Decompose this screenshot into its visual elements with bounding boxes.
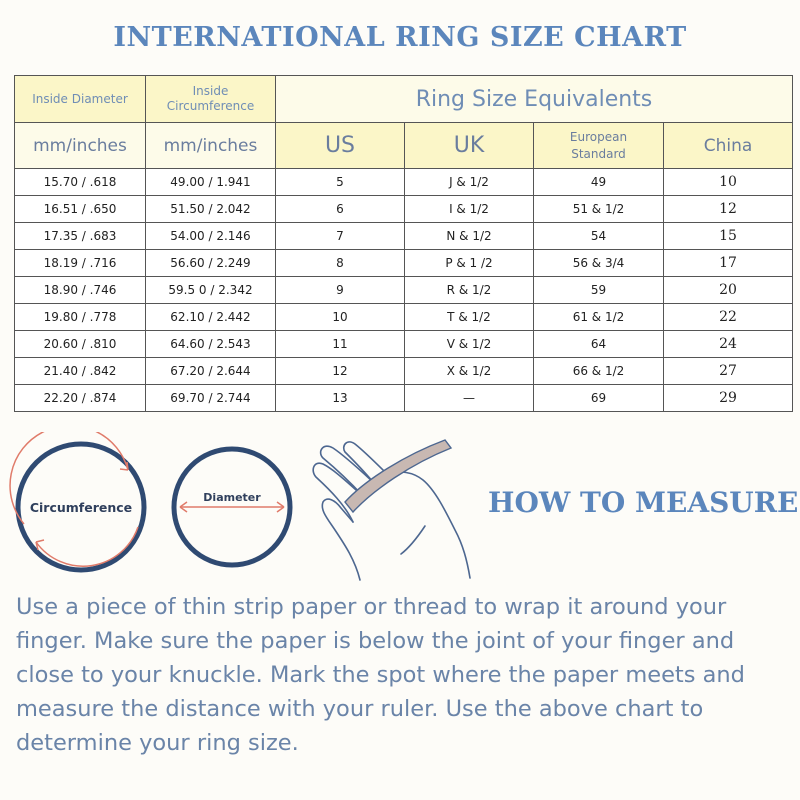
cell-us: 10 [276, 304, 405, 331]
table-row [15, 169, 793, 196]
cell-uk: R & 1/2 [405, 277, 534, 304]
cell-us: 5 [276, 169, 405, 196]
cell-circumference: 54.00 / 2.146 [146, 223, 276, 250]
diameter-label: Diameter [203, 491, 261, 504]
cell-china: 29 [664, 385, 793, 412]
header-european-standard: European Standard [534, 123, 664, 169]
cell-uk: V & 1/2 [405, 331, 534, 358]
cell-european: 64 [534, 331, 664, 358]
cell-us: 13 [276, 385, 405, 412]
page-title: INTERNATIONAL RING SIZE CHART [113, 22, 687, 53]
header-inside-diameter: Inside Diameter [15, 76, 146, 123]
cell-diameter: 18.90 / .746 [15, 277, 146, 304]
table-row [15, 358, 793, 385]
cell-us: 9 [276, 277, 405, 304]
cell-us: 12 [276, 358, 405, 385]
cell-uk: T & 1/2 [405, 304, 534, 331]
header-uk: UK [405, 123, 534, 169]
arrow-head-icon [36, 540, 44, 550]
table-row [15, 250, 793, 277]
table-row [15, 196, 793, 223]
cell-circumference: 62.10 / 2.442 [146, 304, 276, 331]
table-row [15, 331, 793, 358]
cell-diameter: 15.70 / .618 [15, 169, 146, 196]
cell-china: 24 [664, 331, 793, 358]
cell-china: 22 [664, 304, 793, 331]
cell-european: 54 [534, 223, 664, 250]
cell-circumference: 51.50 / 2.042 [146, 196, 276, 223]
cell-circumference: 56.60 / 2.249 [146, 250, 276, 277]
cell-uk: I & 1/2 [405, 196, 534, 223]
cell-uk: J & 1/2 [405, 169, 534, 196]
circumference-label: Circumference [29, 500, 133, 515]
table-row [15, 277, 793, 304]
paper-strip [345, 440, 451, 512]
header-ring-size-equivalents: Ring Size Equivalents [276, 76, 793, 123]
cell-circumference: 64.60 / 2.543 [146, 331, 276, 358]
cell-diameter: 19.80 / .778 [15, 304, 146, 331]
cell-european: 49 [534, 169, 664, 196]
header-unit-circumference: mm/inches [146, 123, 276, 169]
header-us: US [276, 123, 405, 169]
cell-china: 15 [664, 223, 793, 250]
diameter-diagram [168, 443, 298, 573]
cell-circumference: 67.20 / 2.644 [146, 358, 276, 385]
cell-diameter: 20.60 / .810 [15, 331, 146, 358]
cell-european: 51 & 1/2 [534, 196, 664, 223]
cell-diameter: 16.51 / .650 [15, 196, 146, 223]
table-row [15, 223, 793, 250]
circumference-diagram [6, 432, 156, 582]
cell-us: 6 [276, 196, 405, 223]
cell-diameter: 22.20 / .874 [15, 385, 146, 412]
header-china: China [664, 123, 793, 169]
cell-european: 59 [534, 277, 664, 304]
cell-china: 12 [664, 196, 793, 223]
cell-china: 20 [664, 277, 793, 304]
cell-european: 66 & 1/2 [534, 358, 664, 385]
cell-uk: P & 1 /2 [405, 250, 534, 277]
cell-circumference: 59.5 0 / 2.342 [146, 277, 276, 304]
cell-china: 10 [664, 169, 793, 196]
cell-china: 27 [664, 358, 793, 385]
measuring-instructions: Use a piece of thin strip paper or thread to wrap it around your finger. Make sure the paper is below the joint of your finger and close to your knuckle. Mark the spot where the paper meets and measure the distance with your ruler. Use the above chart to determine your ring size. [16, 594, 745, 756]
cell-european: 69 [534, 385, 664, 412]
cell-uk: N & 1/2 [405, 223, 534, 250]
table-row [15, 385, 793, 412]
cell-uk: — [405, 385, 534, 412]
cell-diameter: 21.40 / .842 [15, 358, 146, 385]
cell-us: 8 [276, 250, 405, 277]
cell-european: 61 & 1/2 [534, 304, 664, 331]
ring-size-table [14, 75, 793, 412]
hand-measuring-icon [305, 430, 485, 590]
cell-us: 11 [276, 331, 405, 358]
cell-circumference: 49.00 / 1.941 [146, 169, 276, 196]
how-to-measure-heading: HOW TO MEASURE [488, 486, 799, 519]
cell-diameter: 17.35 / .683 [15, 223, 146, 250]
cell-us: 7 [276, 223, 405, 250]
table-row [15, 304, 793, 331]
cell-china: 17 [664, 250, 793, 277]
header-unit-diameter: mm/inches [15, 123, 146, 169]
cell-circumference: 69.70 / 2.744 [146, 385, 276, 412]
cell-european: 56 & 3/4 [534, 250, 664, 277]
cell-diameter: 18.19 / .716 [15, 250, 146, 277]
header-inside-circumference: Inside Circumference [146, 76, 276, 123]
cell-uk: X & 1/2 [405, 358, 534, 385]
